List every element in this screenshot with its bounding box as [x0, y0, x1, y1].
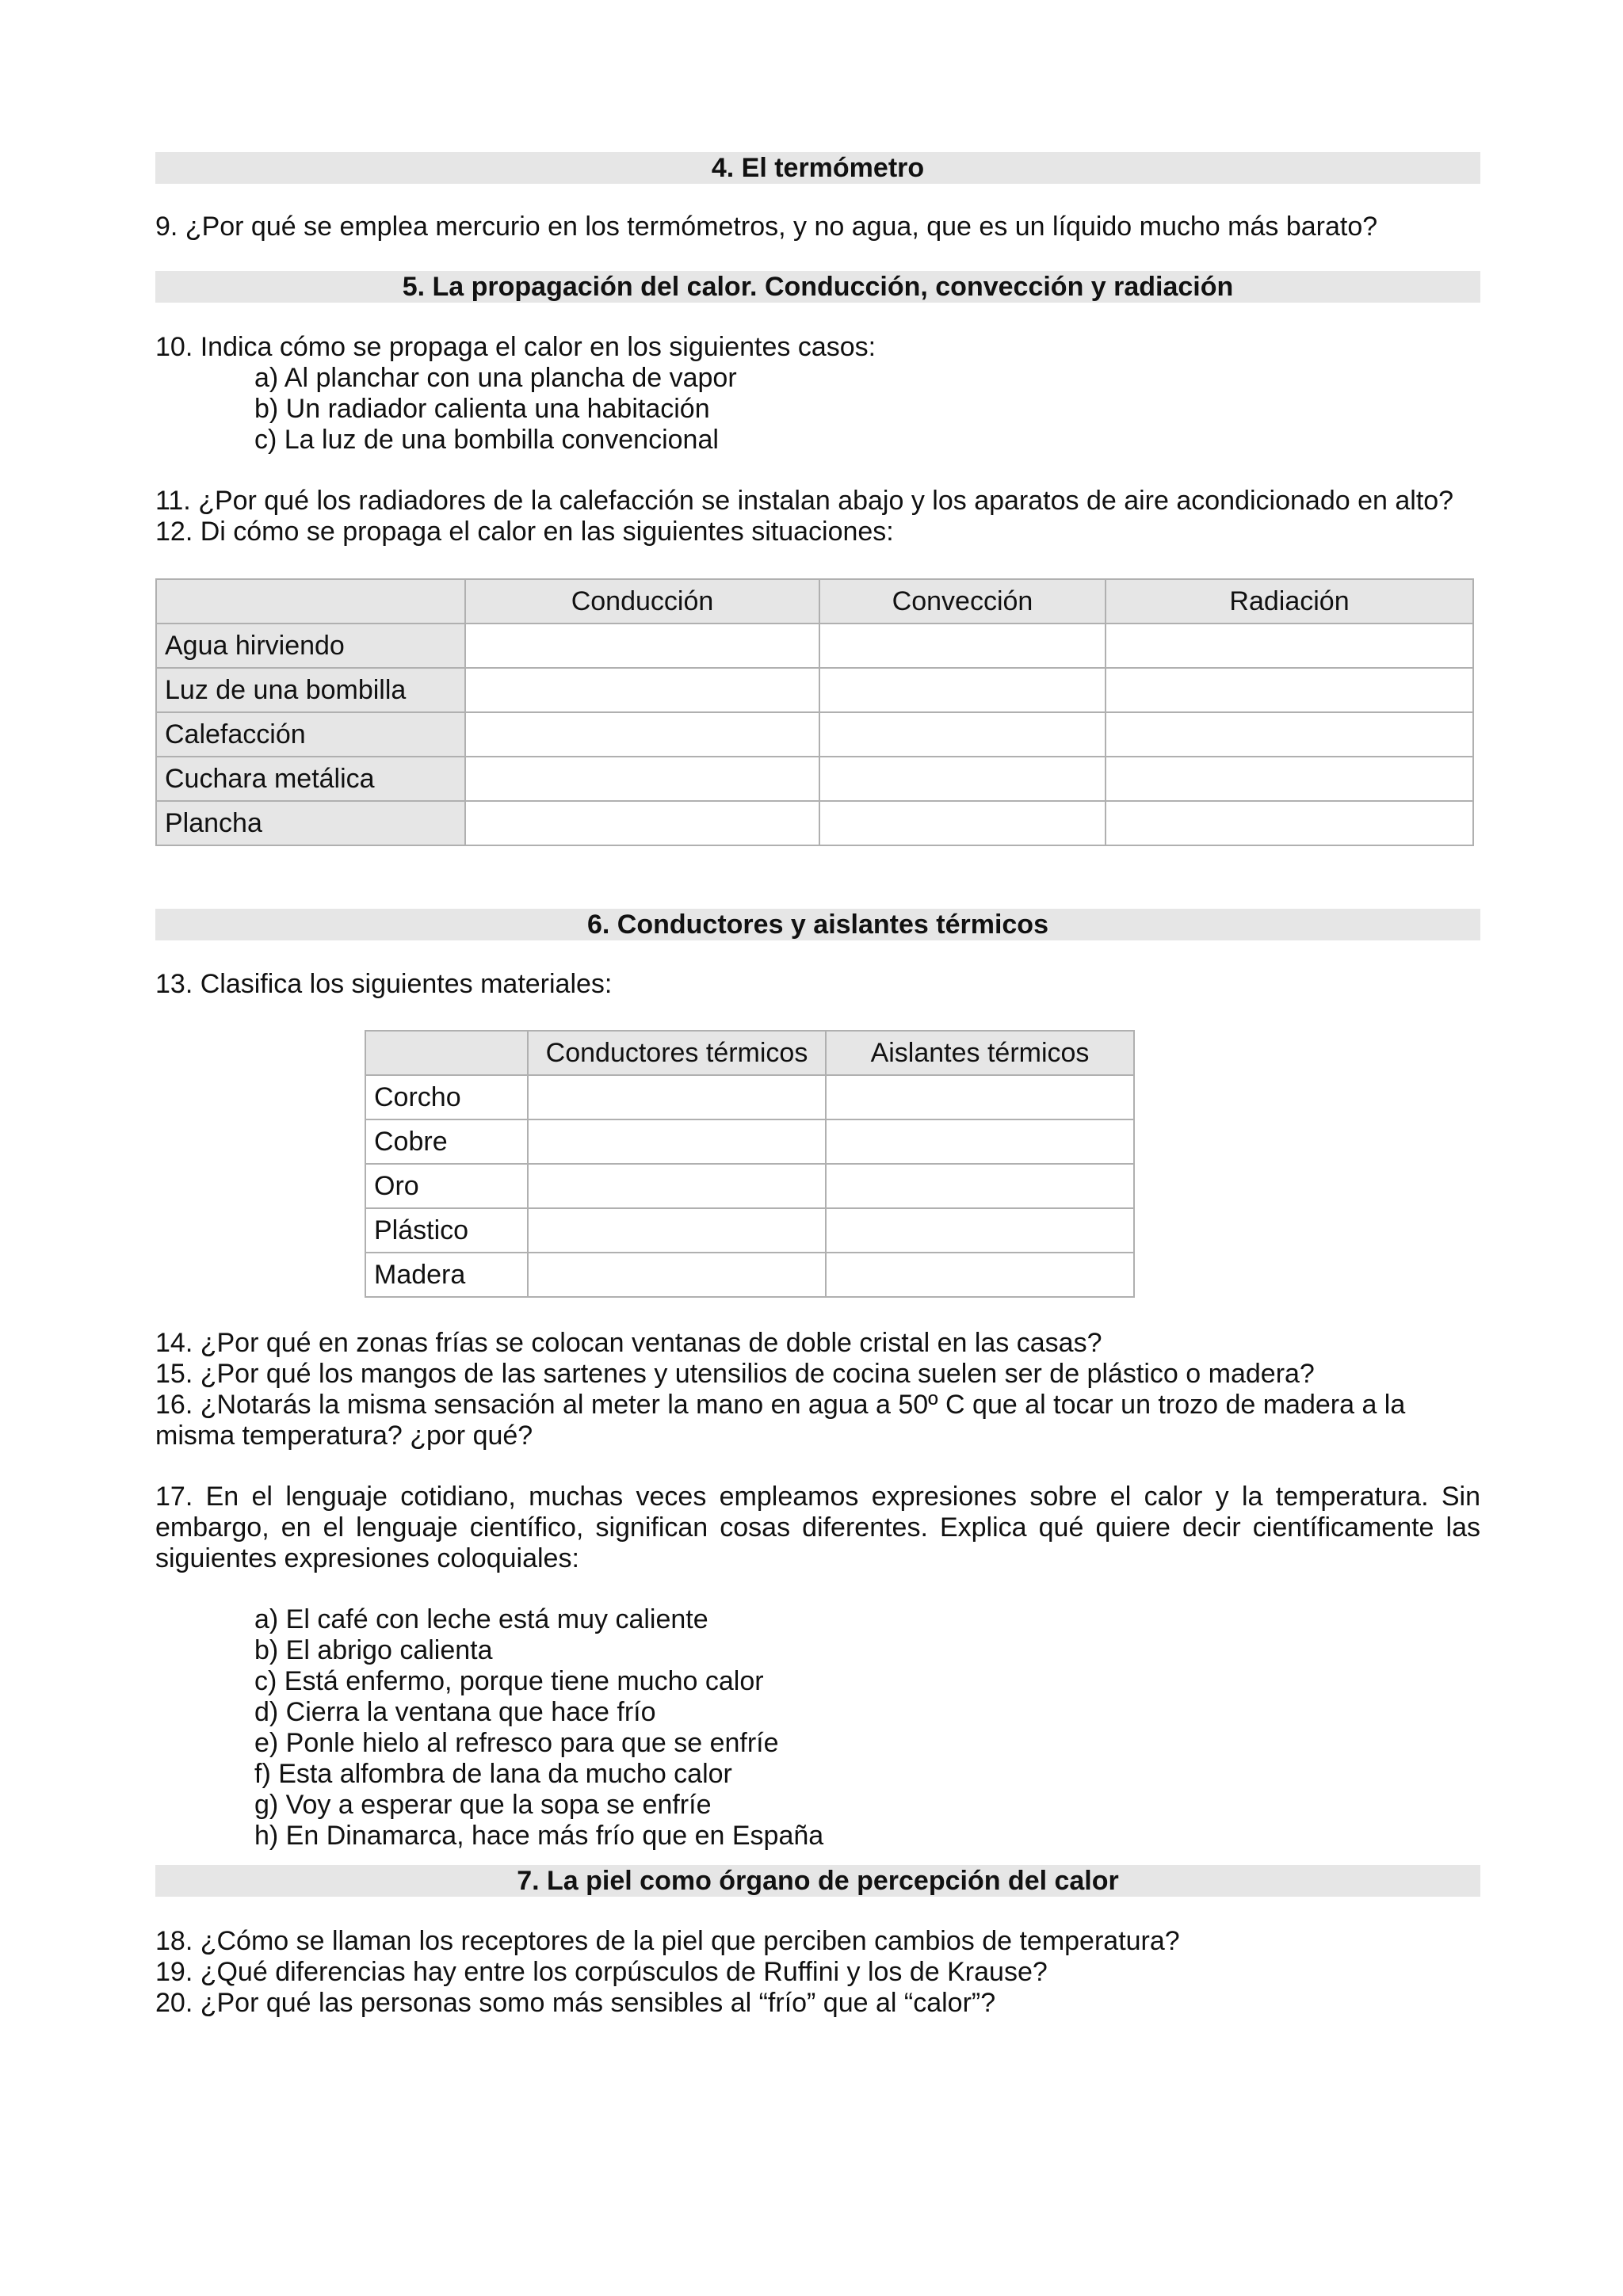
list-item: b) Un radiador calienta una habitación: [254, 394, 710, 424]
table-header-row: [365, 1031, 1134, 1075]
table-header-row: [156, 579, 1473, 624]
answer-cell[interactable]: [826, 1075, 1134, 1119]
row-label: Plástico: [365, 1208, 528, 1253]
propagation-table: [155, 578, 1474, 846]
question-17-items: [254, 1604, 1480, 1852]
answer-cell[interactable]: [826, 1208, 1134, 1253]
row-label: Cobre: [365, 1119, 528, 1164]
question-16: 16. ¿Notarás la misma sensación al meter la mano en agua a 50º C que al tocar un trozo de madera a la misma temperatura? ¿por qué?: [155, 1390, 1406, 1451]
answer-cell[interactable]: [826, 1253, 1134, 1297]
worksheet-page: [155, 152, 1480, 2019]
list-item: c) La luz de una bombilla convencional: [254, 425, 719, 455]
answer-cell[interactable]: [1106, 712, 1473, 757]
question-17: 17. En el lenguaje cotidiano, muchas veces empleamos expresiones sobre el calor y la temperatura. Sin embargo, en el lenguaje científico, significan cosas diferentes. Explica qué quiere decir científicamente las siguientes expresiones coloquiales:: [155, 1482, 1480, 1573]
table-row: [156, 712, 1473, 757]
section-5-title: 5. La propagación del calor. Conducción, convección y radiación: [155, 271, 1480, 303]
list-item: c) Está enfermo, porque tiene mucho calor: [254, 1666, 764, 1696]
question-12: 12. Di cómo se propaga el calor en las siguientes situaciones:: [155, 517, 894, 547]
row-label: Madera: [365, 1253, 528, 1297]
table-row: [156, 757, 1473, 801]
section-4-title: 4. El termómetro: [155, 152, 1480, 184]
answer-cell[interactable]: [528, 1075, 826, 1119]
question-18: 18. ¿Cómo se llaman los receptores de la piel que perciben cambios de temperatura?: [155, 1926, 1180, 1956]
question-13: 13. Clasifica los siguientes materiales:: [155, 969, 613, 999]
answer-cell[interactable]: [819, 712, 1106, 757]
table-row: [156, 801, 1473, 845]
question-9: 9. ¿Por qué se emplea mercurio en los termómetros, y no agua, que es un líquido mucho más barato?: [155, 212, 1378, 242]
answer-cell[interactable]: [1106, 757, 1473, 801]
answer-cell[interactable]: [528, 1164, 826, 1208]
answer-cell[interactable]: [819, 624, 1106, 668]
column-header-aislantes: Aislantes térmicos: [826, 1031, 1134, 1075]
question-14: 14. ¿Por qué en zonas frías se colocan ventanas de doble cristal en las casas?: [155, 1328, 1102, 1358]
list-item: g) Voy a esperar que la sopa se enfríe: [254, 1790, 712, 1820]
column-header-conduccion: Conducción: [465, 579, 819, 624]
answer-cell[interactable]: [465, 801, 819, 845]
table-row: [365, 1253, 1134, 1297]
answer-cell[interactable]: [819, 801, 1106, 845]
row-label: Luz de una bombilla: [156, 668, 465, 712]
table-row: [365, 1208, 1134, 1253]
answer-cell[interactable]: [826, 1119, 1134, 1164]
table-row: [365, 1075, 1134, 1119]
answer-cell[interactable]: [528, 1119, 826, 1164]
answer-cell[interactable]: [465, 712, 819, 757]
section-7-title: 7. La piel como órgano de percepción del calor: [155, 1865, 1480, 1897]
question-11: 11. ¿Por qué los radiadores de la calefacción se instalan abajo y los aparatos de aire acondicionado en alto?: [155, 486, 1454, 516]
answer-cell[interactable]: [819, 668, 1106, 712]
answer-cell[interactable]: [528, 1253, 826, 1297]
section-6-title: 6. Conductores y aislantes térmicos: [155, 909, 1480, 940]
column-header-radiacion: Radiación: [1106, 579, 1473, 624]
table-row: [156, 624, 1473, 668]
table-row: [156, 668, 1473, 712]
row-label: Agua hirviendo: [156, 624, 465, 668]
table-row: [365, 1119, 1134, 1164]
row-label: Plancha: [156, 801, 465, 845]
table-header-corner: [365, 1031, 528, 1075]
row-label: Corcho: [365, 1075, 528, 1119]
list-item: b) El abrigo calienta: [254, 1635, 493, 1665]
list-item: a) El café con leche está muy caliente: [254, 1604, 708, 1634]
list-item: d) Cierra la ventana que hace frío: [254, 1697, 656, 1727]
answer-cell[interactable]: [819, 757, 1106, 801]
question-15: 15. ¿Por qué los mangos de las sartenes y utensilios de cocina suelen ser de plástico o madera?: [155, 1359, 1315, 1389]
row-label: Cuchara metálica: [156, 757, 465, 801]
answer-cell[interactable]: [465, 668, 819, 712]
list-item: h) En Dinamarca, hace más frío que en España: [254, 1821, 824, 1851]
answer-cell[interactable]: [465, 757, 819, 801]
list-item: f) Esta alfombra de lana da mucho calor: [254, 1759, 732, 1789]
question-19: 19. ¿Qué diferencias hay entre los corpúsculos de Ruffini y los de Krause?: [155, 1957, 1048, 1987]
answer-cell[interactable]: [1106, 668, 1473, 712]
list-item: a) Al planchar con una plancha de vapor: [254, 363, 737, 393]
column-header-conductores: Conductores térmicos: [528, 1031, 826, 1075]
row-label: Calefacción: [156, 712, 465, 757]
table-row: [365, 1164, 1134, 1208]
answer-cell[interactable]: [826, 1164, 1134, 1208]
answer-cell[interactable]: [1106, 801, 1473, 845]
answer-cell[interactable]: [465, 624, 819, 668]
list-item: e) Ponle hielo al refresco para que se enfríe: [254, 1728, 779, 1758]
answer-cell[interactable]: [528, 1208, 826, 1253]
answer-cell[interactable]: [1106, 624, 1473, 668]
table-header-corner: [156, 579, 465, 624]
question-10-items: [254, 363, 1480, 456]
question-10: 10. Indica cómo se propaga el calor en los siguientes casos:: [155, 332, 876, 362]
materials-table: [365, 1030, 1135, 1298]
question-20: 20. ¿Por qué las personas somo más sensibles al “frío” que al “calor”?: [155, 1988, 996, 2018]
row-label: Oro: [365, 1164, 528, 1208]
column-header-conveccion: Convección: [819, 579, 1106, 624]
